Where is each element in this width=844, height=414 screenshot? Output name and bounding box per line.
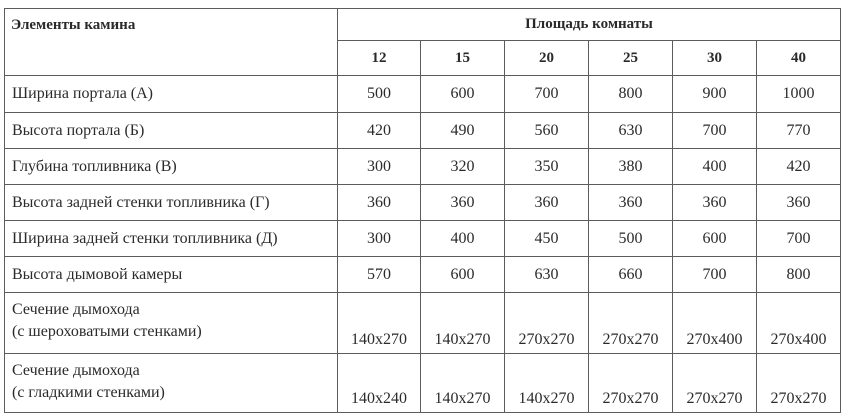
table-cell: 560 [505, 113, 589, 149]
table-cell: 360 [589, 185, 673, 221]
table-row [5, 76, 841, 113]
table-cell: 270x270 [589, 293, 673, 354]
header-size-12: 12 [338, 41, 421, 76]
table-cell: 500 [589, 221, 673, 257]
table-cell: 420 [757, 149, 841, 185]
table-cell: 600 [421, 76, 505, 113]
row-label-line: (с шероховатыми стенками) [12, 323, 202, 340]
table-cell: 770 [757, 113, 841, 149]
table-cell: 270x270 [589, 354, 673, 413]
table-cell: 700 [673, 113, 757, 149]
header-room-area: Площадь комнаты [338, 9, 841, 41]
table-cell: 490 [421, 113, 505, 149]
table-cell: 360 [505, 185, 589, 221]
table-cell: 270x400 [673, 293, 757, 354]
table-cell: 270x270 [673, 354, 757, 413]
row-label [5, 354, 338, 413]
fireplace-dimensions-table [4, 8, 841, 413]
table-row [5, 354, 841, 413]
table-cell: 450 [505, 221, 589, 257]
table-cell: 270x270 [505, 293, 589, 354]
table-cell: 400 [421, 221, 505, 257]
table-cell: 360 [757, 185, 841, 221]
row-label: Высота портала (Б) [5, 113, 338, 149]
row-label-line: (с гладкими стенками) [12, 384, 165, 401]
row-label: Ширина задней стенки топливника (Д) [5, 221, 338, 257]
table-cell: 500 [338, 76, 421, 113]
table-cell: 660 [589, 257, 673, 293]
table-row [5, 257, 841, 293]
table-cell: 700 [757, 221, 841, 257]
table-cell: 270x270 [757, 354, 841, 413]
table-cell: 800 [757, 257, 841, 293]
header-size-20: 20 [505, 41, 589, 76]
row-label: Глубина топливника (В) [5, 149, 338, 185]
table-cell: 600 [421, 257, 505, 293]
table-row [5, 293, 841, 354]
table-cell: 140x270 [338, 293, 421, 354]
table-cell: 700 [505, 76, 589, 113]
header-size-25: 25 [589, 41, 673, 76]
table-cell: 140x270 [421, 354, 505, 413]
table-cell: 350 [505, 149, 589, 185]
table-cell: 600 [673, 221, 757, 257]
table-row [5, 221, 841, 257]
header-size-30: 30 [673, 41, 757, 76]
table-cell: 140x240 [338, 354, 421, 413]
row-label: Высота задней стенки топливника (Г) [5, 185, 338, 221]
table-cell: 420 [338, 113, 421, 149]
table-cell: 630 [505, 257, 589, 293]
table-cell: 360 [338, 185, 421, 221]
row-label [5, 293, 338, 354]
table-cell: 630 [589, 113, 673, 149]
row-label-line: Сечение дымохода [12, 301, 140, 318]
table-cell: 320 [421, 149, 505, 185]
row-label: Высота дымовой камеры [5, 257, 338, 293]
row-label-line: Сечение дымохода [12, 362, 140, 379]
table-cell: 300 [338, 149, 421, 185]
table-cell: 1000 [757, 76, 841, 113]
table-cell: 900 [673, 76, 757, 113]
table-cell: 700 [673, 257, 757, 293]
table-row [5, 149, 841, 185]
table-row [5, 185, 841, 221]
table-row [5, 113, 841, 149]
table-cell: 360 [421, 185, 505, 221]
table-cell: 360 [673, 185, 757, 221]
row-label: Ширина портала (А) [5, 76, 338, 113]
table-cell: 570 [338, 257, 421, 293]
table-cell: 380 [589, 149, 673, 185]
table-cell: 800 [589, 76, 673, 113]
header-size-40: 40 [757, 41, 841, 76]
table-cell: 140x270 [421, 293, 505, 354]
table-cell: 400 [673, 149, 757, 185]
header-size-15: 15 [421, 41, 505, 76]
header-fireplace-elements: Элементы камина [5, 9, 338, 76]
table-cell: 140x270 [505, 354, 589, 413]
table-cell: 300 [338, 221, 421, 257]
table-cell: 270x400 [757, 293, 841, 354]
